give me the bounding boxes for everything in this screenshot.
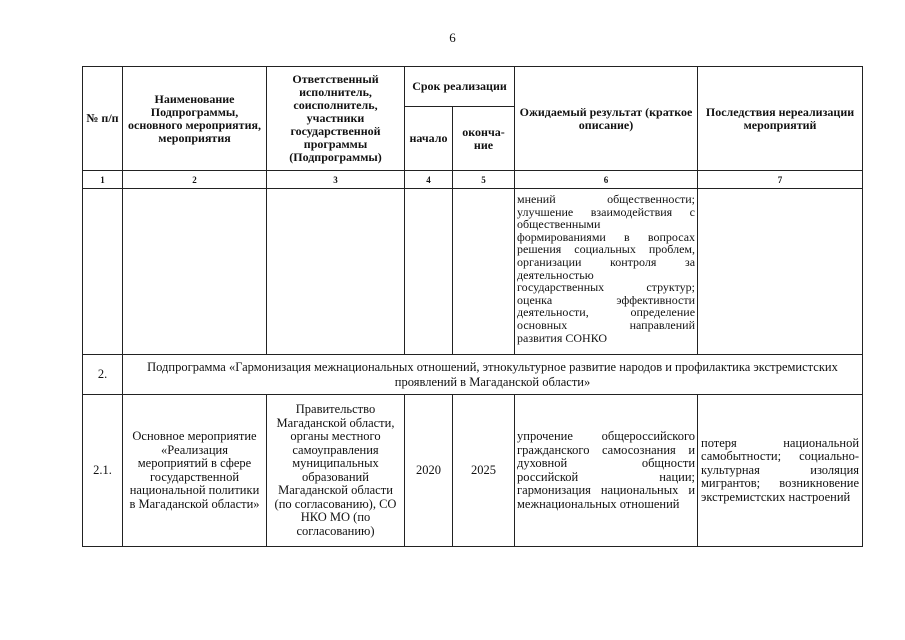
text-line: мнений общественности; (517, 192, 696, 206)
continuation-result-lines (517, 193, 695, 344)
text-line: экстремистских настроений (701, 489, 851, 504)
text-line: культурная изоляция (701, 462, 860, 477)
column-number: 7 (698, 171, 863, 189)
header-term: Срок реализации (405, 67, 515, 107)
item-result (515, 395, 698, 547)
item-end: 2025 (453, 395, 515, 547)
text-line: упрочение общероссийского (517, 429, 696, 443)
text-line: мигрантов; возникновение (701, 476, 860, 491)
header-start: начало (405, 107, 453, 171)
column-number: 6 (515, 171, 698, 189)
item-row (83, 395, 863, 547)
text-line: деятельностью (517, 267, 594, 282)
table-cell (405, 189, 453, 355)
column-number: 3 (267, 171, 405, 189)
header-result: Ожидаемый результат (краткое описание) (515, 67, 698, 171)
header-end: оконча-ние (453, 107, 515, 171)
program-table-wrapper (82, 66, 862, 547)
item-result-lines (517, 430, 695, 511)
text-line: потеря национальной (701, 435, 860, 450)
item-consequences (698, 395, 863, 547)
text-line: основных направлений (517, 317, 696, 332)
item-responsible: Правительство Магаданской области, органы местного самоуправления муниципальных образований Магаданской области (по согласованию), СО НКО МО (по согласованию) (267, 395, 405, 547)
item-consequence-lines (701, 437, 859, 505)
text-line: гармонизация национальных и (517, 483, 696, 497)
header-name: Наименование Подпрограммы, основного мероприятия, мероприятия (123, 67, 267, 171)
text-line: общественными (517, 217, 601, 232)
item-name: Основное мероприятие «Реализация мероприятий в сфере государственной национальной политики в Магаданской области» (123, 395, 267, 547)
page-number: 6 (449, 30, 456, 45)
header-number: № п/п (83, 67, 123, 171)
continuation-result (515, 189, 698, 355)
text-line: российской нации; (517, 469, 696, 484)
item-start: 2020 (405, 395, 453, 547)
column-number: 2 (123, 171, 267, 189)
continuation-row (83, 189, 863, 355)
text-line: духовной общности (517, 456, 696, 470)
text-line: улучшение взаимодействия с (517, 204, 696, 219)
header-consequences: Последствия нереализации мероприятий (698, 67, 863, 171)
subprogram-title: Подпрограмма «Гармонизация межнациональных отношений, этнокультурное развитие народов и профилактика экстремистских проявлений в Магаданской области» (123, 355, 863, 395)
text-line: самобытности; социально- (701, 449, 860, 464)
table-cell (698, 189, 863, 355)
column-number: 4 (405, 171, 453, 189)
text-line: государственных структур; (517, 280, 696, 295)
subprogram-number: 2. (83, 355, 123, 395)
table-cell (83, 189, 123, 355)
text-line: решения социальных проблем, (517, 242, 696, 257)
subprogram-row (83, 355, 863, 395)
table-cell (123, 189, 267, 355)
column-number: 5 (453, 171, 515, 189)
item-number: 2.1. (83, 395, 123, 547)
table-cell (453, 189, 515, 355)
column-number: 1 (83, 171, 123, 189)
text-line: организации контроля за (517, 254, 696, 269)
table-cell (267, 189, 405, 355)
header-responsible: Ответственный исполнитель, соисполнитель, участники государственной программы (Подпрограммы) (267, 67, 405, 171)
column-numbers-row (83, 171, 863, 189)
text-line: межнациональных отношений (517, 496, 680, 511)
text-line: оценка эффективности (517, 292, 696, 307)
text-line: деятельности, определение (517, 305, 696, 320)
program-table (82, 66, 863, 547)
text-line: гражданского самосознания и (517, 442, 696, 457)
text-line: развития СОНКО (517, 330, 608, 345)
text-line: формированиями в вопросах (517, 229, 696, 244)
